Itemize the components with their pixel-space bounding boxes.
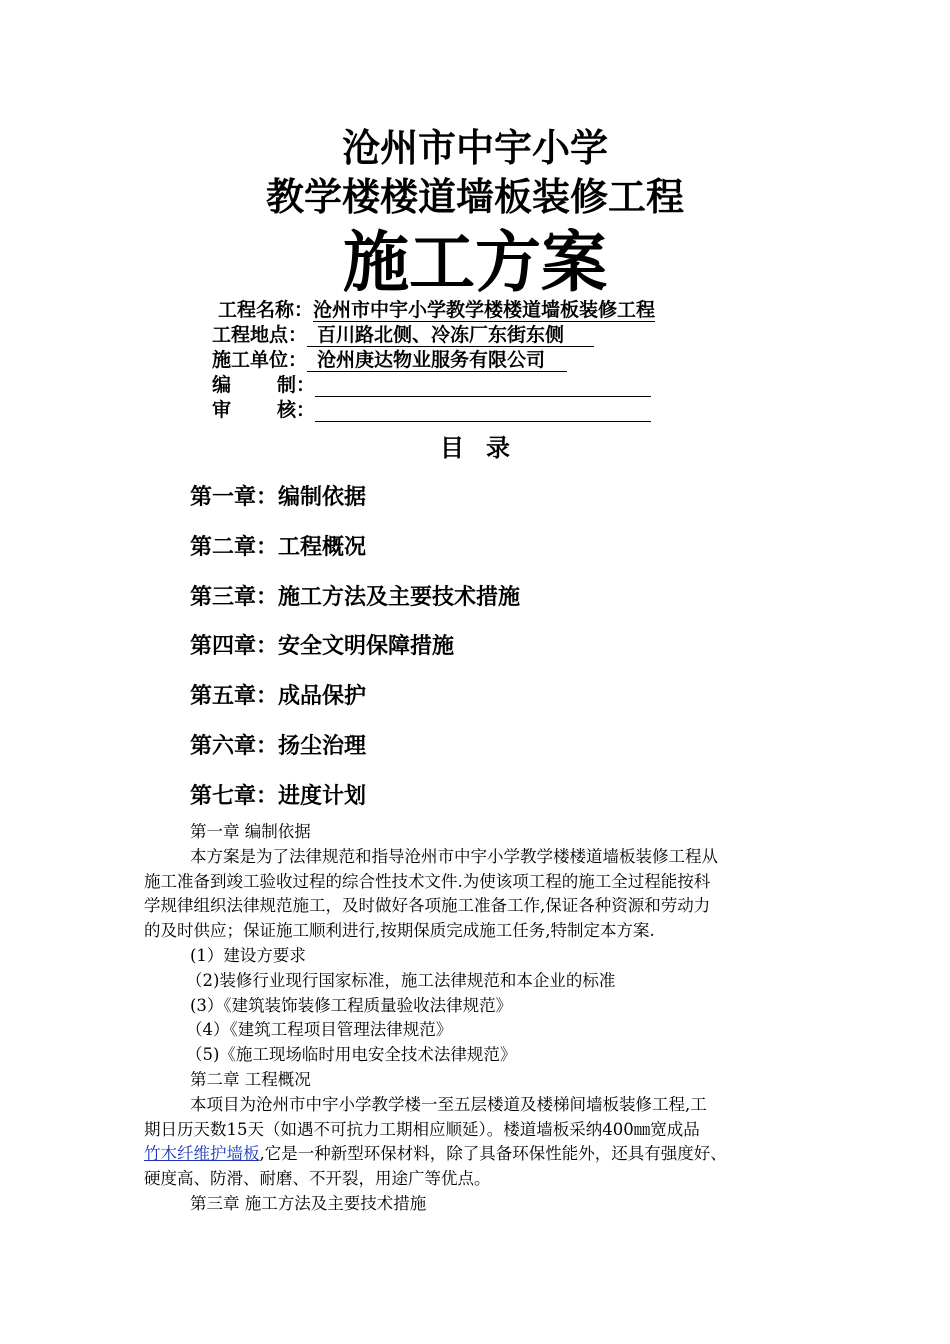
paragraph-line: 本方案是为了法律规范和指导沧州市中宇小学教学楼楼道墙板装修工程从 <box>190 846 718 866</box>
project-name-value: 沧州市中宇小学教学楼楼道墙板装修工程 <box>313 299 656 321</box>
toc-heading: 目录 <box>440 434 532 462</box>
title-line-school: 沧州市中宇小学 <box>341 126 608 170</box>
toc-item[interactable]: 第一章：编制依据 <box>190 485 367 510</box>
toc-item[interactable]: 第四章：安全文明保障措施 <box>190 634 455 659</box>
contractor-value: 沧州庚达物业服务有限公司 <box>307 349 567 372</box>
reference-item: （2)装修行业现行国家标准，施工法律规范和本企业的标准 <box>186 970 616 990</box>
paragraph-line: 施工准备到竣工验收过程的综合性技术文件.为使该项工程的施工全过程能按科 <box>144 871 711 891</box>
reviewer-label-a: 审 <box>212 399 262 421</box>
paragraph-line: 期日历天数15天（如遇不可抗力工期相应顺延）。楼道墙板采纳400㎜宽成品 <box>144 1119 700 1139</box>
toc-item[interactable]: 第二章：工程概况 <box>190 535 367 560</box>
paragraph-line: 本项目为沧州市中宇小学教学楼一至五层楼道及楼梯间墙板装修工程,工 <box>190 1094 707 1114</box>
reviewer-label-b: 核： <box>277 399 316 421</box>
paragraph-line-rest: ,它是一种新型环保材料，除了具备环保性能外，还具有强度好、 <box>259 1144 727 1164</box>
toc-item[interactable]: 第五章：成品保护 <box>190 684 367 709</box>
info-row-compiler <box>212 373 651 399</box>
body-text <box>144 820 812 1217</box>
title-line-project: 教学楼楼道墙板装修工程 <box>265 175 684 219</box>
paragraph-line: 学规律组织法律规范施工，及时做好各项施工准备工作,保证各种资源和劳动力 <box>144 896 711 916</box>
bamboo-wallboard-link[interactable]: 竹木纤维护墙板 <box>144 1144 260 1164</box>
chapter3-heading: 第三章 施工方法及主要技术措施 <box>190 1193 427 1213</box>
compiler-label-a: 编 <box>212 374 262 396</box>
chapter2-heading: 第二章 工程概况 <box>190 1069 311 1089</box>
info-row-reviewer <box>212 398 651 424</box>
project-name-label: 工程名称： <box>218 299 314 321</box>
reference-item: (3）《建筑装饰装修工程质量验收法律规范》 <box>190 995 513 1015</box>
reference-item: (1）建设方要求 <box>190 945 306 965</box>
toc-item[interactable]: 第三章：施工方法及主要技术措施 <box>190 585 521 610</box>
toc-item[interactable]: 第六章：扬尘治理 <box>190 734 367 759</box>
toc-item[interactable]: 第七章：进度计划 <box>190 784 367 809</box>
compiler-label-b: 制： <box>277 374 316 396</box>
reviewer-blank-line <box>315 399 651 422</box>
paragraph-line <box>144 1142 812 1167</box>
info-row-project-name <box>218 298 655 324</box>
paragraph-line: 硬度高、防滑、耐磨、不开裂，用途广等优点。 <box>144 1169 491 1189</box>
paragraph-line: 的及时供应；保证施工顺利进行,按期保质完成施工任务,特制定本方案. <box>144 921 655 941</box>
compiler-blank-line <box>315 374 651 397</box>
contractor-label: 施工单位： <box>212 349 308 371</box>
reference-item: （5)《施工现场临时用电安全技术法律规范》 <box>186 1045 517 1065</box>
location-value: 百川路北侧、冷冻厂东街东侧 <box>307 324 594 347</box>
info-row-contractor <box>212 348 567 374</box>
reference-item: （4）《建筑工程项目管理法律规范》 <box>186 1020 453 1040</box>
location-label: 工程地点： <box>212 324 308 346</box>
title-line-plan: 施工方案 <box>343 223 607 301</box>
chapter1-heading: 第一章 编制依据 <box>190 822 311 841</box>
info-row-location <box>212 323 594 349</box>
